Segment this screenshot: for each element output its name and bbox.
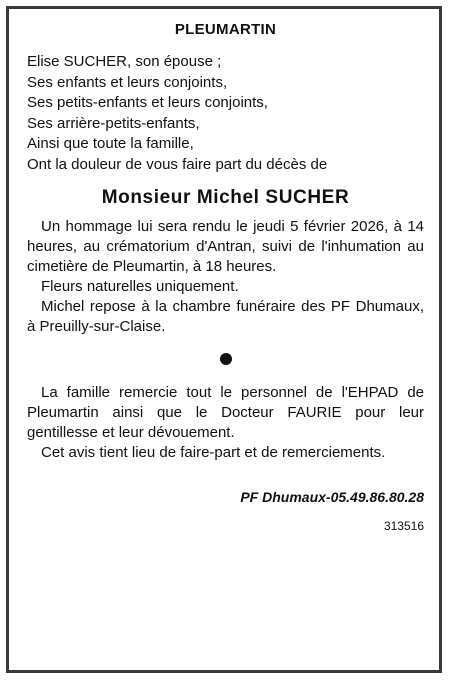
place-heading: PLEUMARTIN [174,21,277,38]
family-line: Ainsi que toute la famille, [27,135,194,152]
deceased-name: Monsieur Michel SUCHER [101,187,350,208]
funeral-home-paragraph: Michel repose à la chambre funéraire des PF Dhumaux, à Preuilly-sur-Claise. [27,298,424,335]
ceremony-paragraph: Un hommage lui sera rendu le jeudi 5 février 2026, à 14 heures, au crématorium d'Antran, suivi de l'inhumation au cimetière de Pleumartin, à 18 heures. [27,218,424,275]
family-line: Ont la douleur de vous faire part du décès de [27,155,328,173]
notice-statement-paragraph: Cet avis tient lieu de faire-part et de remerciements. [41,444,386,461]
obituary-notice [6,6,442,673]
family-line: Elise SUCHER, son épouse ; [27,53,222,70]
family-line: Ses enfants et leurs conjoints, [27,73,228,91]
funeral-home-signature: PF Dhumaux-05.49.86.80.28 [240,489,424,505]
bullet-separator [220,353,232,365]
reference-number: 313516 [383,519,424,533]
flowers-paragraph: Fleurs naturelles uniquement. [41,278,239,295]
family-line: Ses petits-enfants et leurs conjoints, [27,94,268,111]
thanks-paragraph: La famille remercie tout le personnel de l'EHPAD de Pleumartin ainsi que le Docteur FAURIE pour leur gentillesse et leur dévouement. [27,384,424,441]
family-list [27,52,424,175]
family-line: Ses arrière-petits-enfants, [27,114,200,132]
